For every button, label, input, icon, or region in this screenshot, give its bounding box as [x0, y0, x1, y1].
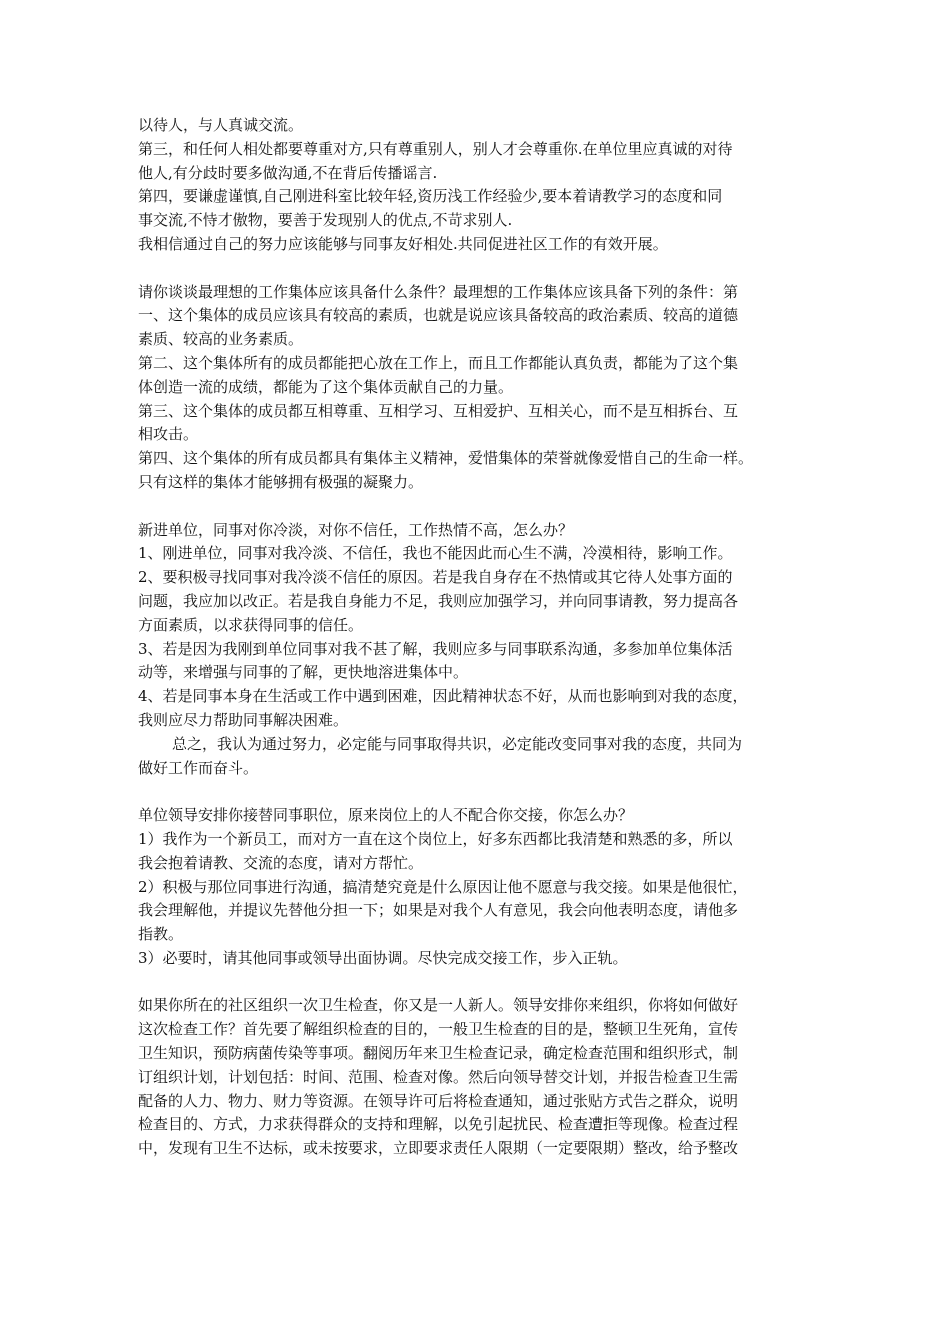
text-line: 他人,有分歧时要多做沟通,不在背后传播谣言.: [138, 163, 438, 182]
text-line: 1）我作为一个新员工，而对方一直在这个岗位上，好多东西都比我清楚和熟悉的多，所以: [138, 829, 733, 848]
text-line: 动等，来增强与同事的了解，更快地溶进集体中。: [138, 663, 469, 682]
section-heading-line: 新进单位，同事对你冷淡，对你不信任，工作热情不高，怎么办？: [138, 520, 574, 539]
text-line: 指教。: [138, 925, 184, 944]
text-line: 素质、较高的业务素质。: [138, 330, 304, 349]
section-heading-line: 单位领导安排你接替同事职位，原来岗位上的人不配合你交接，你怎么办？: [138, 806, 634, 825]
text-line: 体创造一流的成绩，都能为了这个集体贡献自己的力量。: [138, 377, 514, 396]
text-line: 我相信通过自己的努力应该能够与同事友好相处.共同促进社区工作的有效开展。: [138, 234, 668, 253]
text-line: 第三、这个集体的成员都互相尊重、互相学习、互相爱护、互相关心，而不是互相拆台、互: [138, 401, 739, 420]
text-line: 3）必要时，请其他同事或领导出面协调。尽快完成交接工作，步入正轨。: [138, 948, 628, 967]
text-line: 卫生知识，预防病菌传染等事项。翻阅历年来卫生检查记录，确定检查范围和组织形式，制: [138, 1044, 739, 1063]
text-line: 第二、这个集体所有的成员都能把心放在工作上，而且工作都能认真负责，都能为了这个集: [138, 353, 739, 372]
text-line: 一、这个集体的成员应该具有较高的素质，也就是说应该具备较高的政治素质、较高的道德: [138, 306, 739, 325]
paragraph-gap: [138, 257, 828, 281]
paragraph-gap: [138, 495, 828, 519]
text-line: 4、若是同事本身在生活或工作中遇到困难，因此精神状态不好，从而也影响到对我的态度，: [138, 687, 748, 706]
text-line: 我会抱着请教、交流的态度，请对方帮忙。: [138, 853, 424, 872]
text-line: 我则应尽力帮助同事解决困难。: [138, 710, 349, 729]
text-line-indented: 总之，我认为通过努力，必定能与同事取得共识，必定能改变同事对我的态度，共同为: [172, 734, 743, 753]
text-line: 相攻击。: [138, 425, 199, 444]
section-heading-line: 请你谈谈最理想的工作集体应该具备什么条件？最理想的工作集体应该具备下列的条件：第: [138, 282, 739, 301]
text-line: 第四、这个集体的所有成员都具有集体主义精神，爱惜集体的荣誉就像爱惜自己的生命一样。: [138, 449, 754, 468]
text-line: 问题，我应加以改正。若是我自身能力不足，我则应加强学习，并向同事请教，努力提高各: [138, 591, 739, 610]
text-line: 做好工作而奋斗。: [138, 758, 259, 777]
text-line: 配备的人力、物力、财力等资源。在领导许可后将检查通知，通过张贴方式告之群众，说明: [138, 1091, 739, 1110]
text-line: 事交流,不恃才傲物，要善于发现别人的优点,不苛求别人.: [138, 211, 513, 230]
text-line: 3、若是因为我刚到单位同事对我不甚了解，我则应多与同事联系沟通，多参加单位集体活: [138, 639, 733, 658]
text-line: 我会理解他，并提议先替他分担一下；如果是对我个人有意见，我会向他表明态度，请他多: [138, 901, 739, 920]
text-line: 第四，要谦虚谨慎,自己刚进科室比较年轻,资历浅工作经验少,要本着请教学习的态度和同: [138, 187, 723, 206]
text-line: 第三，和任何人相处都要尊重对方,只有尊重别人，别人才会尊重你.在单位里应真诚的对待: [138, 139, 733, 158]
section-heading-line: 如果你所在的社区组织一次卫生检查，你又是一人新人。领导安排你来组织，你将如何做好: [138, 996, 739, 1015]
paragraph-gap: [138, 780, 828, 804]
text-line: 检查目的、方式，力求获得群众的支持和理解，以免引起扰民、检查遭拒等现像。检查过程: [138, 1115, 739, 1134]
text-line: 中，发现有卫生不达标，或未按要求，立即要求责任人限期（一定要限期）整改，给予整改: [138, 1139, 739, 1158]
text-line: 方面素质，以求获得同事的信任。: [138, 615, 364, 634]
text-line: 2）积极与那位同事进行沟通，搞清楚究竟是什么原因让他不愿意与我交接。如果是他很忙，: [138, 877, 748, 896]
text-line: 这次检查工作？首先要了解组织检查的目的，一般卫生检查的目的是，整顿卫生死角，宣传: [138, 1020, 739, 1039]
text-line: 2、要积极寻找同事对我冷淡不信任的原因。若是我自身存在不热情或其它待人处事方面的: [138, 568, 733, 587]
document-body: [138, 114, 828, 1161]
text-line: 订组织计划，计划包括：时间、范围、检查对像。然后向领导替交计划，并报告检查卫生需: [138, 1067, 739, 1086]
text-line: 以待人，与人真诚交流。: [138, 116, 304, 134]
text-line: 只有这样的集体才能够拥有极强的凝聚力。: [138, 472, 424, 491]
paragraph-gap: [138, 971, 828, 995]
text-line: 1、刚进单位，同事对我冷淡、不信任，我也不能因此而心生不满，冷漠相待，影响工作。: [138, 544, 733, 563]
